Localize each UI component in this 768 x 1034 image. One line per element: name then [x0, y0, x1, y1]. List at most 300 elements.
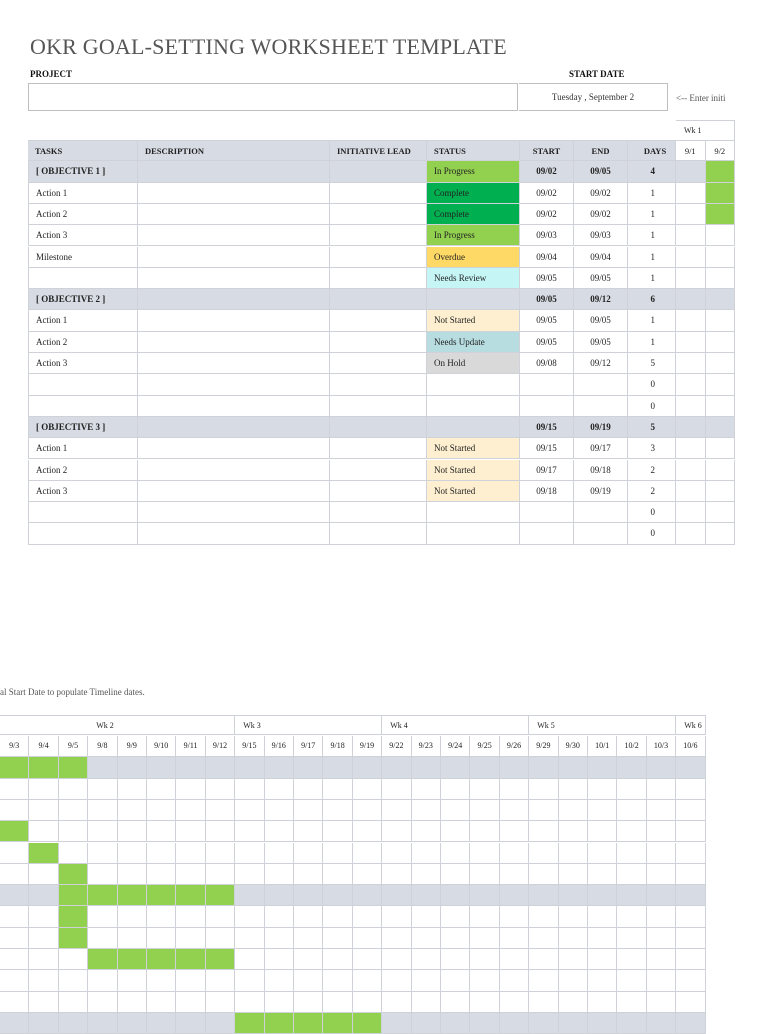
- timeline-cell: [118, 970, 147, 991]
- status-cell[interactable]: Needs Review: [427, 268, 520, 289]
- timeline-cell: [353, 906, 382, 927]
- table-row: [28, 502, 735, 523]
- timeline-cell: [529, 992, 558, 1013]
- start-date-cell[interactable]: 09/15: [520, 438, 574, 459]
- days-cell: 4: [628, 161, 676, 182]
- end-date-cell[interactable]: 09/12: [574, 353, 628, 374]
- timeline-cell: [559, 906, 588, 927]
- gantt-bar-cell: [29, 757, 58, 778]
- timeline-cell: [323, 779, 352, 800]
- timeline-cell: [412, 928, 441, 949]
- timeline-cell: [88, 992, 117, 1013]
- timeline-cell: [559, 843, 588, 864]
- start-date-cell[interactable]: [520, 374, 574, 395]
- project-label: PROJECT: [30, 69, 73, 79]
- objective-row: [28, 289, 735, 310]
- timeline-cell: [588, 864, 617, 885]
- description-cell[interactable]: [138, 523, 330, 544]
- timeline-cell: [88, 757, 117, 778]
- timeline-cell: [59, 970, 88, 991]
- timeline-cell: [706, 438, 736, 459]
- timeline-cell: [529, 821, 558, 842]
- end-date-cell[interactable]: 09/05: [574, 310, 628, 331]
- timeline-day-header: 9/25: [470, 736, 499, 757]
- status-cell[interactable]: Overdue: [427, 247, 520, 268]
- timeline-cell: [235, 970, 264, 991]
- timeline-cell: [382, 906, 411, 927]
- timeline-cell: [500, 928, 529, 949]
- timeline-cell: [441, 906, 470, 927]
- table-row: [28, 247, 735, 268]
- timeline-cell: [294, 800, 323, 821]
- initiative-lead-cell[interactable]: [330, 523, 427, 544]
- task-cell[interactable]: Action 1: [28, 310, 138, 331]
- timeline-cell: [529, 928, 558, 949]
- end-date-cell[interactable]: 09/05: [574, 332, 628, 353]
- timeline-cell: [176, 992, 205, 1013]
- end-date-cell[interactable]: [574, 523, 628, 544]
- task-cell[interactable]: Milestone: [28, 247, 138, 268]
- timeline-cell: [617, 864, 646, 885]
- start-date-cell[interactable]: 09/04: [520, 247, 574, 268]
- days-cell: 1: [628, 332, 676, 353]
- timeline-cell: [0, 970, 29, 991]
- timeline-cell: [617, 843, 646, 864]
- start-date-cell[interactable]: 09/17: [520, 460, 574, 481]
- timeline-cell: [353, 885, 382, 906]
- start-date-cell[interactable]: 09/02: [520, 204, 574, 225]
- gantt-bar-cell: [88, 949, 117, 970]
- task-cell[interactable]: Action 1: [28, 438, 138, 459]
- timeline-day-header: 9/4: [29, 736, 58, 757]
- objective-row: [28, 417, 735, 438]
- timeline-cell: [647, 970, 676, 991]
- timeline-cell: [59, 1013, 88, 1034]
- timeline-cell: [147, 757, 176, 778]
- timeline-cell: [353, 779, 382, 800]
- timeline-cell: [617, 928, 646, 949]
- timeline-day-header: 10/1: [588, 736, 617, 757]
- start-date-cell[interactable]: 09/05: [520, 289, 574, 310]
- timeline-day-header: 9/17: [294, 736, 323, 757]
- description-cell[interactable]: [138, 502, 330, 523]
- end-date-cell[interactable]: 09/17: [574, 438, 628, 459]
- timeline-cell: [147, 970, 176, 991]
- timeline-cell: [29, 906, 58, 927]
- timeline-cell: [676, 906, 705, 927]
- timeline-day-header: 9/8: [88, 736, 117, 757]
- status-cell[interactable]: On Hold: [427, 353, 520, 374]
- timeline-cell: [617, 821, 646, 842]
- table-row: [28, 374, 735, 395]
- timeline-cell: [147, 779, 176, 800]
- status-cell[interactable]: Not Started: [427, 310, 520, 331]
- description-cell[interactable]: [138, 460, 330, 481]
- timeline-cell: [323, 800, 352, 821]
- start-date-cell[interactable]: 09/15: [520, 417, 574, 438]
- end-date-cell[interactable]: 09/02: [574, 183, 628, 204]
- timeline-cell: [676, 885, 705, 906]
- end-date-cell[interactable]: 09/18: [574, 460, 628, 481]
- timeline-cell: [470, 1013, 499, 1034]
- gantt-bar-cell: [176, 949, 205, 970]
- timeline-cell: [676, 332, 706, 353]
- days-cell: 3: [628, 438, 676, 459]
- days-cell: 0: [628, 523, 676, 544]
- task-cell[interactable]: [28, 523, 138, 544]
- timeline-cell: [441, 885, 470, 906]
- status-cell[interactable]: Not Started: [427, 438, 520, 459]
- gantt-bar-cell: [59, 864, 88, 885]
- initiative-lead-cell[interactable]: [330, 481, 427, 502]
- timeline-cell: [676, 821, 705, 842]
- timeline-cell: [676, 417, 706, 438]
- initiative-lead-cell[interactable]: [330, 183, 427, 204]
- start-date-hint: <-- Enter initi: [676, 93, 726, 103]
- timeline-cell: [617, 800, 646, 821]
- timeline-day-header: 9/12: [206, 736, 235, 757]
- task-cell[interactable]: [28, 268, 138, 289]
- status-cell[interactable]: [427, 523, 520, 544]
- gantt-bar-cell: [206, 949, 235, 970]
- timeline-cell: [617, 949, 646, 970]
- end-date-cell[interactable]: [574, 374, 628, 395]
- timeline-cell: [118, 992, 147, 1013]
- timeline-cell: [470, 800, 499, 821]
- task-cell[interactable]: Action 1: [28, 183, 138, 204]
- start-date-cell[interactable]: 09/05: [520, 332, 574, 353]
- task-cell[interactable]: [ OBJECTIVE 1 ]: [28, 161, 138, 182]
- start-date-cell[interactable]: [520, 502, 574, 523]
- status-cell[interactable]: In Progress: [427, 161, 520, 182]
- timeline-cell: [265, 949, 294, 970]
- start-date-cell[interactable]: [520, 396, 574, 417]
- initiative-lead-cell[interactable]: [330, 310, 427, 331]
- initiative-lead-cell[interactable]: [330, 374, 427, 395]
- timeline-cell: [323, 928, 352, 949]
- start-date-cell[interactable]: 09/18: [520, 481, 574, 502]
- description-cell[interactable]: [138, 353, 330, 374]
- initiative-lead-cell[interactable]: [330, 460, 427, 481]
- end-date-cell[interactable]: [574, 502, 628, 523]
- timeline-cell: [617, 1013, 646, 1034]
- timeline-cell: [0, 843, 29, 864]
- timeline-cell: [559, 800, 588, 821]
- timeline-cell: [647, 864, 676, 885]
- gantt-bar-cell: [147, 885, 176, 906]
- timeline-cell: [500, 885, 529, 906]
- timeline-cell: [706, 417, 736, 438]
- initiative-lead-cell[interactable]: [330, 438, 427, 459]
- timeline-cell: [147, 928, 176, 949]
- task-cell[interactable]: Action 3: [28, 481, 138, 502]
- task-cell[interactable]: Action 2: [28, 332, 138, 353]
- end-date-cell[interactable]: 09/12: [574, 289, 628, 310]
- task-cell[interactable]: [28, 396, 138, 417]
- timeline-cell: [382, 885, 411, 906]
- initiative-lead-cell[interactable]: [330, 353, 427, 374]
- status-cell[interactable]: Not Started: [427, 460, 520, 481]
- description-cell[interactable]: [138, 268, 330, 289]
- timeline-cell: [588, 949, 617, 970]
- initiative-lead-cell[interactable]: [330, 225, 427, 246]
- initiative-lead-cell[interactable]: [330, 289, 427, 310]
- gantt-bar-cell: [176, 885, 205, 906]
- timeline-cell: [676, 970, 705, 991]
- task-cell[interactable]: Action 2: [28, 460, 138, 481]
- timeline-cell: [353, 970, 382, 991]
- timeline-cell: [529, 779, 558, 800]
- end-date-cell[interactable]: 09/05: [574, 268, 628, 289]
- timeline-cell: [412, 992, 441, 1013]
- initiative-lead-cell[interactable]: [330, 396, 427, 417]
- task-cell[interactable]: [ OBJECTIVE 3 ]: [28, 417, 138, 438]
- start-date-input[interactable]: Tuesday , September 2: [519, 83, 668, 111]
- end-date-cell[interactable]: 09/02: [574, 204, 628, 225]
- timeline-cell: [529, 970, 558, 991]
- days-cell: 5: [628, 417, 676, 438]
- initiative-lead-cell[interactable]: [330, 332, 427, 353]
- status-cell[interactable]: [427, 289, 520, 310]
- status-cell[interactable]: Not Started: [427, 481, 520, 502]
- timeline-cell: [118, 843, 147, 864]
- timeline-cell: [147, 906, 176, 927]
- initiative-lead-cell[interactable]: [330, 268, 427, 289]
- start-date-cell[interactable]: 09/05: [520, 310, 574, 331]
- status-cell[interactable]: Needs Update: [427, 332, 520, 353]
- table-row: [28, 396, 735, 417]
- timeline-cell: [412, 1013, 441, 1034]
- days-cell: 1: [628, 268, 676, 289]
- timeline-cell: [500, 864, 529, 885]
- description-cell[interactable]: [138, 332, 330, 353]
- end-date-cell[interactable]: 09/19: [574, 481, 628, 502]
- description-cell[interactable]: [138, 374, 330, 395]
- timeline-cell: [706, 310, 736, 331]
- column-header-status: STATUS: [427, 140, 520, 161]
- column-header-tasks: TASKS: [28, 140, 138, 161]
- timeline-cell: [588, 1013, 617, 1034]
- timeline-cell: [382, 843, 411, 864]
- timeline-cell: [617, 779, 646, 800]
- timeline-cell: [559, 928, 588, 949]
- timeline-cell: [470, 821, 499, 842]
- start-date-cell[interactable]: 09/05: [520, 268, 574, 289]
- status-cell[interactable]: Complete: [427, 183, 520, 204]
- timeline-cell: [206, 864, 235, 885]
- end-date-cell[interactable]: 09/03: [574, 225, 628, 246]
- description-cell[interactable]: [138, 438, 330, 459]
- timeline-cell: [706, 247, 736, 268]
- timeline-cell: [706, 523, 736, 544]
- timeline-cell: [265, 864, 294, 885]
- timeline-cell: [559, 864, 588, 885]
- timeline-cell: [706, 183, 736, 204]
- timeline-cell: [265, 843, 294, 864]
- timeline-cell: [559, 885, 588, 906]
- timeline-cell: [382, 970, 411, 991]
- timeline-cell: [206, 992, 235, 1013]
- timeline-cell: [294, 779, 323, 800]
- timeline-cell: [588, 843, 617, 864]
- timeline-cell: [176, 970, 205, 991]
- initiative-lead-cell[interactable]: [330, 417, 427, 438]
- timeline-cell: [118, 757, 147, 778]
- timeline-cell: [647, 757, 676, 778]
- timeline-cell: [559, 970, 588, 991]
- timeline-cell: [500, 800, 529, 821]
- task-cell[interactable]: [ OBJECTIVE 2 ]: [28, 289, 138, 310]
- status-cell[interactable]: Complete: [427, 204, 520, 225]
- timeline-cell: [118, 1013, 147, 1034]
- timeline-day-header: 10/3: [647, 736, 676, 757]
- timeline-cell: [235, 906, 264, 927]
- task-cell[interactable]: Action 3: [28, 353, 138, 374]
- timeline-cell: [88, 906, 117, 927]
- status-cell[interactable]: In Progress: [427, 225, 520, 246]
- timeline-cell: [706, 289, 736, 310]
- description-cell[interactable]: [138, 481, 330, 502]
- timeline-cell: [676, 502, 706, 523]
- timeline-cell: [441, 757, 470, 778]
- timeline-cell: [235, 885, 264, 906]
- timeline-cell: [676, 289, 706, 310]
- timeline-cell: [29, 800, 58, 821]
- timeline-day-header: 9/26: [500, 736, 529, 757]
- end-date-cell[interactable]: 09/05: [574, 161, 628, 182]
- timeline-cell: [500, 949, 529, 970]
- task-cell[interactable]: Action 2: [28, 204, 138, 225]
- timeline-cell: [0, 800, 29, 821]
- start-date-cell[interactable]: [520, 523, 574, 544]
- timeline-cell: [176, 1013, 205, 1034]
- timeline-cell: [559, 949, 588, 970]
- timeline-cell: [617, 757, 646, 778]
- project-input[interactable]: [28, 83, 518, 111]
- task-cell[interactable]: Action 3: [28, 225, 138, 246]
- column-header-end: END: [574, 140, 628, 161]
- timeline-cell: [706, 204, 736, 225]
- timeline-cell: [265, 928, 294, 949]
- timeline-cell: [176, 821, 205, 842]
- gantt-bar-cell: [59, 928, 88, 949]
- timeline-cell: [706, 353, 736, 374]
- task-cell[interactable]: [28, 374, 138, 395]
- timeline-cell: [59, 821, 88, 842]
- description-cell[interactable]: [138, 161, 330, 182]
- timeline-cell: [706, 268, 736, 289]
- timeline-cell: [441, 779, 470, 800]
- timeline-cell: [88, 821, 117, 842]
- initiative-lead-cell[interactable]: [330, 204, 427, 225]
- timeline-cell: [412, 949, 441, 970]
- timeline-cell: [412, 757, 441, 778]
- timeline-cell: [382, 821, 411, 842]
- gantt-bar-cell: [323, 1013, 352, 1034]
- timeline-cell: [529, 906, 558, 927]
- timeline-cell: [323, 864, 352, 885]
- timeline-cell: [676, 225, 706, 246]
- days-cell: 1: [628, 183, 676, 204]
- description-cell[interactable]: [138, 310, 330, 331]
- description-cell[interactable]: [138, 183, 330, 204]
- start-date-cell[interactable]: 09/03: [520, 225, 574, 246]
- timeline-hint: al Start Date to populate Timeline dates.: [0, 687, 145, 697]
- description-cell[interactable]: [138, 225, 330, 246]
- timeline-cell: [470, 885, 499, 906]
- timeline-cell: [676, 928, 705, 949]
- status-cell[interactable]: [427, 396, 520, 417]
- timeline-cell: [323, 885, 352, 906]
- week-label: Wk 1: [676, 120, 735, 140]
- gantt-bar-cell: [118, 949, 147, 970]
- timeline-cell: [206, 970, 235, 991]
- end-date-cell[interactable]: 09/04: [574, 247, 628, 268]
- initiative-lead-cell[interactable]: [330, 247, 427, 268]
- timeline-cell: [500, 1013, 529, 1034]
- description-cell[interactable]: [138, 396, 330, 417]
- timeline-cell: [706, 481, 736, 502]
- timeline-cell: [235, 779, 264, 800]
- timeline-cell: [470, 757, 499, 778]
- initiative-lead-cell[interactable]: [330, 161, 427, 182]
- task-cell[interactable]: [28, 502, 138, 523]
- timeline-cell: [235, 757, 264, 778]
- description-cell[interactable]: [138, 417, 330, 438]
- timeline-cell: [147, 800, 176, 821]
- description-cell[interactable]: [138, 204, 330, 225]
- timeline-cell: [88, 864, 117, 885]
- timeline-cell: [353, 864, 382, 885]
- timeline-cell: [676, 438, 706, 459]
- end-date-cell[interactable]: 09/19: [574, 417, 628, 438]
- timeline-cell: [676, 396, 706, 417]
- timeline-cell: [588, 992, 617, 1013]
- start-date-cell[interactable]: 09/02: [520, 183, 574, 204]
- timeline-cell: [647, 992, 676, 1013]
- timeline-cell: [559, 992, 588, 1013]
- timeline-cell: [441, 800, 470, 821]
- gantt-bar-cell: [0, 757, 29, 778]
- status-cell[interactable]: [427, 374, 520, 395]
- timeline-day-header: 9/19: [353, 736, 382, 757]
- timeline-cell: [353, 992, 382, 1013]
- description-cell[interactable]: [138, 289, 330, 310]
- status-cell[interactable]: [427, 417, 520, 438]
- timeline-cell: [235, 949, 264, 970]
- timeline-cell: [676, 779, 705, 800]
- timeline-cell: [676, 949, 705, 970]
- description-cell[interactable]: [138, 247, 330, 268]
- timeline-cell: [676, 374, 706, 395]
- gantt-bar-cell: [0, 821, 29, 842]
- table-row: [28, 225, 735, 246]
- initiative-lead-cell[interactable]: [330, 502, 427, 523]
- gantt-bar-cell: [59, 906, 88, 927]
- timeline-cell: [588, 779, 617, 800]
- end-date-cell[interactable]: [574, 396, 628, 417]
- timeline-cell: [617, 970, 646, 991]
- timeline-cell: [441, 992, 470, 1013]
- timeline-cell: [647, 821, 676, 842]
- status-cell[interactable]: [427, 502, 520, 523]
- days-cell: 1: [628, 204, 676, 225]
- start-date-cell[interactable]: 09/08: [520, 353, 574, 374]
- start-date-cell[interactable]: 09/02: [520, 161, 574, 182]
- days-cell: 0: [628, 396, 676, 417]
- timeline-cell: [529, 843, 558, 864]
- timeline-cell: [206, 906, 235, 927]
